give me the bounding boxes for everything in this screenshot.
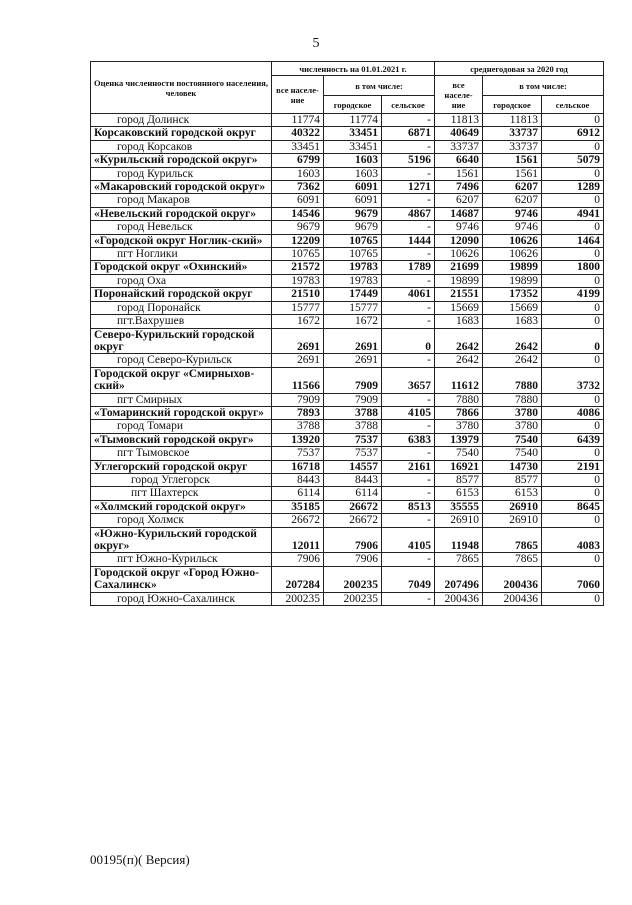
row-value: 2691 xyxy=(324,328,382,354)
row-value: 9679 xyxy=(272,221,324,234)
header-row-label: Оценка численности постоянного населения, человек xyxy=(91,62,272,114)
row-value: 33451 xyxy=(324,140,382,153)
table-row xyxy=(91,261,604,274)
row-value: 26910 xyxy=(483,500,542,513)
row-name: пгт Шахтерск xyxy=(91,487,272,500)
row-value: 19899 xyxy=(483,274,542,287)
table-row xyxy=(91,114,604,127)
row-name: «Тымовский городской округ» xyxy=(91,433,272,446)
row-value: 1789 xyxy=(382,261,435,274)
row-name: Городской округ «Смирныхов-ский» xyxy=(91,367,272,393)
row-value: 0 xyxy=(542,274,604,287)
row-value: 3732 xyxy=(542,367,604,393)
row-value: 7865 xyxy=(483,527,542,553)
row-value: 7880 xyxy=(483,367,542,393)
table-row xyxy=(91,406,604,419)
row-value: 0 xyxy=(542,420,604,433)
row-value: 0 xyxy=(542,167,604,180)
row-value: - xyxy=(382,487,435,500)
row-value: 200436 xyxy=(483,592,542,605)
row-value: 7906 xyxy=(272,553,324,566)
row-value: 2691 xyxy=(324,354,382,367)
row-value: 7537 xyxy=(324,447,382,460)
row-name: город Курильск xyxy=(91,167,272,180)
table-row xyxy=(91,487,604,500)
row-value: 35185 xyxy=(272,500,324,513)
row-value: 7049 xyxy=(382,566,435,592)
row-value: - xyxy=(382,315,435,328)
row-value: 7540 xyxy=(483,447,542,460)
table-row xyxy=(91,315,604,328)
table-row xyxy=(91,420,604,433)
row-value: 21551 xyxy=(435,288,483,301)
table-row xyxy=(91,393,604,406)
table-row xyxy=(91,592,604,605)
table-row xyxy=(91,127,604,140)
row-value: 6912 xyxy=(542,127,604,140)
row-value: 200436 xyxy=(483,566,542,592)
row-name: «Томаринский городской округ» xyxy=(91,406,272,419)
row-name: пгт Смирных xyxy=(91,393,272,406)
row-value: 7496 xyxy=(435,181,483,194)
row-value: 1464 xyxy=(542,234,604,247)
row-value: 200235 xyxy=(324,566,382,592)
row-value: 0 xyxy=(542,301,604,314)
row-value: 7540 xyxy=(435,447,483,460)
row-value: - xyxy=(382,274,435,287)
row-value: 26672 xyxy=(324,500,382,513)
row-value: 19899 xyxy=(483,261,542,274)
row-name: город Оха xyxy=(91,274,272,287)
row-value: 19783 xyxy=(272,274,324,287)
row-value: 0 xyxy=(542,114,604,127)
row-value: 10765 xyxy=(272,248,324,261)
row-value: 7866 xyxy=(435,406,483,419)
row-value: 6439 xyxy=(542,433,604,446)
table-row xyxy=(91,473,604,486)
row-name: «Городской округ Ноглик-ский» xyxy=(91,234,272,247)
row-name: город Поронайск xyxy=(91,301,272,314)
header-urban-1: городское xyxy=(324,96,382,114)
row-value: 21699 xyxy=(435,261,483,274)
row-value: 6871 xyxy=(382,127,435,140)
row-value: 0 xyxy=(542,221,604,234)
row-value: 1672 xyxy=(324,315,382,328)
row-value: 0 xyxy=(542,248,604,261)
row-value: 4061 xyxy=(382,288,435,301)
row-value: 1561 xyxy=(483,167,542,180)
table-row xyxy=(91,288,604,301)
row-value: 0 xyxy=(542,447,604,460)
row-value: 6153 xyxy=(483,487,542,500)
row-name: город Углегорск xyxy=(91,473,272,486)
row-value: 5079 xyxy=(542,154,604,167)
row-value: 17352 xyxy=(483,288,542,301)
row-value: 2642 xyxy=(483,354,542,367)
row-value: 26910 xyxy=(483,514,542,527)
row-value: 19899 xyxy=(435,274,483,287)
row-name: пгт Ноглики xyxy=(91,248,272,261)
row-value: 10765 xyxy=(324,234,382,247)
row-name: город Южно-Сахалинск xyxy=(91,592,272,605)
table-row xyxy=(91,566,604,592)
row-value: 7865 xyxy=(435,553,483,566)
row-name: пгт Южно-Курильск xyxy=(91,553,272,566)
row-value: 11774 xyxy=(324,114,382,127)
row-value: 11612 xyxy=(435,367,483,393)
page-number: 5 xyxy=(312,36,320,51)
row-value: 9746 xyxy=(435,221,483,234)
row-value: 15777 xyxy=(324,301,382,314)
row-value: - xyxy=(382,248,435,261)
row-value: 6640 xyxy=(435,154,483,167)
row-value: 207284 xyxy=(272,566,324,592)
table-row xyxy=(91,274,604,287)
header-urban-2: городское xyxy=(483,96,542,114)
row-value: 3788 xyxy=(324,406,382,419)
row-value: 4083 xyxy=(542,527,604,553)
row-value: 6153 xyxy=(435,487,483,500)
row-value: 0 xyxy=(542,514,604,527)
row-value: 207496 xyxy=(435,566,483,592)
row-value: 15669 xyxy=(435,301,483,314)
row-value: 7537 xyxy=(272,447,324,460)
table-row xyxy=(91,234,604,247)
row-value: 11566 xyxy=(272,367,324,393)
row-value: 1289 xyxy=(542,181,604,194)
row-value: 0 xyxy=(542,194,604,207)
row-value: - xyxy=(382,473,435,486)
row-name: «Южно-Курильский городской округ» xyxy=(91,527,272,553)
row-value: 33737 xyxy=(483,140,542,153)
row-value: 7537 xyxy=(324,433,382,446)
row-value: 9746 xyxy=(483,221,542,234)
row-value: 9746 xyxy=(483,207,542,220)
row-value: 0 xyxy=(382,328,435,354)
row-name: Корсаковский городской округ xyxy=(91,127,272,140)
row-value: - xyxy=(382,140,435,153)
row-name: «Невельский городской округ» xyxy=(91,207,272,220)
row-value: 11813 xyxy=(435,114,483,127)
row-value: 2191 xyxy=(542,460,604,473)
row-value: 6799 xyxy=(272,154,324,167)
row-name: город Макаров xyxy=(91,194,272,207)
row-value: 3788 xyxy=(272,420,324,433)
header-all-population-2: все населе-ние xyxy=(435,76,483,114)
row-value: 7880 xyxy=(435,393,483,406)
table-row xyxy=(91,181,604,194)
row-value: 9679 xyxy=(324,207,382,220)
row-value: 8645 xyxy=(542,500,604,513)
row-name: Городской округ «Город Южно-Сахалинск» xyxy=(91,566,272,592)
row-value: - xyxy=(382,420,435,433)
row-value: 0 xyxy=(542,354,604,367)
row-value: 33451 xyxy=(324,127,382,140)
row-value: 1683 xyxy=(483,315,542,328)
row-value: 10765 xyxy=(324,248,382,261)
row-value: 1800 xyxy=(542,261,604,274)
header-group-jan2021: численность на 01.01.2021 г. xyxy=(272,62,435,76)
row-value: 4867 xyxy=(382,207,435,220)
table-row xyxy=(91,140,604,153)
row-name: «Холмский городской округ» xyxy=(91,500,272,513)
row-value: 6114 xyxy=(324,487,382,500)
row-value: 33451 xyxy=(272,140,324,153)
row-name: пгт Тымовское xyxy=(91,447,272,460)
table-row xyxy=(91,527,604,553)
row-name: «Макаровский городской округ» xyxy=(91,181,272,194)
table-row xyxy=(91,460,604,473)
row-name: город Северо-Курильск xyxy=(91,354,272,367)
row-value: - xyxy=(382,447,435,460)
row-name: город Долинск xyxy=(91,114,272,127)
table-row xyxy=(91,167,604,180)
row-value: 7906 xyxy=(324,553,382,566)
table-row xyxy=(91,248,604,261)
row-value: 7865 xyxy=(483,553,542,566)
row-value: 11948 xyxy=(435,527,483,553)
row-value: 33737 xyxy=(483,127,542,140)
row-value: 200436 xyxy=(435,592,483,605)
row-value: 5196 xyxy=(382,154,435,167)
table-row xyxy=(91,207,604,220)
row-value: 6207 xyxy=(435,194,483,207)
row-value: 7909 xyxy=(272,393,324,406)
row-value: 16921 xyxy=(435,460,483,473)
row-value: 0 xyxy=(542,328,604,354)
row-value: 1603 xyxy=(324,154,382,167)
row-value: - xyxy=(382,393,435,406)
row-name: Северо-Курильский городской округ xyxy=(91,328,272,354)
table-row xyxy=(91,301,604,314)
row-value: 3780 xyxy=(435,420,483,433)
row-value: 1603 xyxy=(272,167,324,180)
row-value: 19783 xyxy=(324,261,382,274)
row-value: 13979 xyxy=(435,433,483,446)
row-value: 12011 xyxy=(272,527,324,553)
row-name: пгт.Вахрушев xyxy=(91,315,272,328)
row-value: 12209 xyxy=(272,234,324,247)
row-value: 26672 xyxy=(272,514,324,527)
row-value: 2691 xyxy=(272,328,324,354)
table-row xyxy=(91,433,604,446)
row-value: 0 xyxy=(542,140,604,153)
row-value: 200235 xyxy=(324,592,382,605)
row-value: 8577 xyxy=(483,473,542,486)
row-value: 3657 xyxy=(382,367,435,393)
row-value: 1683 xyxy=(435,315,483,328)
row-value: 21510 xyxy=(272,288,324,301)
row-value: 2691 xyxy=(272,354,324,367)
row-value: 40322 xyxy=(272,127,324,140)
row-value: 6383 xyxy=(382,433,435,446)
table-row xyxy=(91,194,604,207)
row-value: 0 xyxy=(542,592,604,605)
row-value: 4105 xyxy=(382,406,435,419)
row-value: - xyxy=(382,301,435,314)
row-value: 2161 xyxy=(382,460,435,473)
row-name: город Корсаков xyxy=(91,140,272,153)
row-value: 8577 xyxy=(435,473,483,486)
table-row xyxy=(91,367,604,393)
row-name: город Томари xyxy=(91,420,272,433)
row-name: город Невельск xyxy=(91,221,272,234)
row-value: 19783 xyxy=(324,274,382,287)
header-rural-1: сельское xyxy=(382,96,435,114)
row-value: 14687 xyxy=(435,207,483,220)
row-value: 10626 xyxy=(483,248,542,261)
table-row xyxy=(91,328,604,354)
row-value: 10626 xyxy=(483,234,542,247)
row-value: 0 xyxy=(542,315,604,328)
row-value: - xyxy=(382,221,435,234)
row-value: - xyxy=(382,592,435,605)
row-value: 26910 xyxy=(435,514,483,527)
row-value: - xyxy=(382,114,435,127)
row-value: 6091 xyxy=(324,181,382,194)
row-value: 14730 xyxy=(483,460,542,473)
row-value: 7880 xyxy=(483,393,542,406)
row-value: 1672 xyxy=(272,315,324,328)
table-row xyxy=(91,514,604,527)
row-value: 15669 xyxy=(483,301,542,314)
row-value: 1561 xyxy=(483,154,542,167)
row-value: 3780 xyxy=(483,420,542,433)
row-value: 12090 xyxy=(435,234,483,247)
row-value: 4941 xyxy=(542,207,604,220)
population-table xyxy=(90,61,604,606)
row-value: 200235 xyxy=(272,592,324,605)
row-value: 4086 xyxy=(542,406,604,419)
header-group-avg2020: среднегодовая за 2020 год xyxy=(435,62,604,76)
row-value: 7909 xyxy=(324,393,382,406)
row-value: 8443 xyxy=(324,473,382,486)
row-value: 14557 xyxy=(324,460,382,473)
row-name: город Холмск xyxy=(91,514,272,527)
row-value: 6091 xyxy=(272,194,324,207)
row-name: Городской округ «Охинский» xyxy=(91,261,272,274)
table-row xyxy=(91,154,604,167)
row-value: 8513 xyxy=(382,500,435,513)
row-value: 9679 xyxy=(324,221,382,234)
row-value: 26672 xyxy=(324,514,382,527)
row-value: 6091 xyxy=(324,194,382,207)
row-value: - xyxy=(382,167,435,180)
row-value: 2642 xyxy=(435,354,483,367)
row-value: 35555 xyxy=(435,500,483,513)
row-value: 21572 xyxy=(272,261,324,274)
row-value: 1561 xyxy=(435,167,483,180)
row-value: 4105 xyxy=(382,527,435,553)
row-value: 1444 xyxy=(382,234,435,247)
header-rural-2: сельское xyxy=(542,96,604,114)
row-value: 15777 xyxy=(272,301,324,314)
header-including-2: в том числе: xyxy=(483,76,604,96)
row-value: - xyxy=(382,553,435,566)
row-value: 0 xyxy=(542,553,604,566)
table-body xyxy=(91,114,604,606)
table-row xyxy=(91,221,604,234)
table-row xyxy=(91,500,604,513)
row-name: Углегорский городской округ xyxy=(91,460,272,473)
row-value: 11774 xyxy=(272,114,324,127)
row-value: - xyxy=(382,514,435,527)
row-value: 4199 xyxy=(542,288,604,301)
row-name: Поронайский городской округ xyxy=(91,288,272,301)
row-value: 7540 xyxy=(483,433,542,446)
row-value: 7909 xyxy=(324,367,382,393)
row-value: 3788 xyxy=(324,420,382,433)
row-value: 14546 xyxy=(272,207,324,220)
row-value: 0 xyxy=(542,393,604,406)
row-value: 8443 xyxy=(272,473,324,486)
table-row xyxy=(91,553,604,566)
row-value: - xyxy=(382,354,435,367)
row-value: 7893 xyxy=(272,406,324,419)
header-all-population-1: все населе-ние xyxy=(272,76,324,114)
row-value: 7906 xyxy=(324,527,382,553)
row-value: 6207 xyxy=(483,194,542,207)
row-value: 7362 xyxy=(272,181,324,194)
row-value: 0 xyxy=(542,473,604,486)
table-row xyxy=(91,354,604,367)
row-name: «Курильский городской округ» xyxy=(91,154,272,167)
row-value: 11813 xyxy=(483,114,542,127)
row-value: 1271 xyxy=(382,181,435,194)
row-value: - xyxy=(382,194,435,207)
row-value: 3780 xyxy=(483,406,542,419)
row-value: 40649 xyxy=(435,127,483,140)
row-value: 6207 xyxy=(483,181,542,194)
row-value: 7060 xyxy=(542,566,604,592)
document-footer: 00195(п)( Версия) xyxy=(90,852,190,867)
row-value: 1603 xyxy=(324,167,382,180)
row-value: 10626 xyxy=(435,248,483,261)
row-value: 16718 xyxy=(272,460,324,473)
row-value: 33737 xyxy=(435,140,483,153)
row-value: 2642 xyxy=(483,328,542,354)
row-value: 13920 xyxy=(272,433,324,446)
row-value: 2642 xyxy=(435,328,483,354)
row-value: 0 xyxy=(542,487,604,500)
table-row xyxy=(91,447,604,460)
row-value: 17449 xyxy=(324,288,382,301)
row-value: 6114 xyxy=(272,487,324,500)
header-including-1: в том числе: xyxy=(324,76,435,96)
